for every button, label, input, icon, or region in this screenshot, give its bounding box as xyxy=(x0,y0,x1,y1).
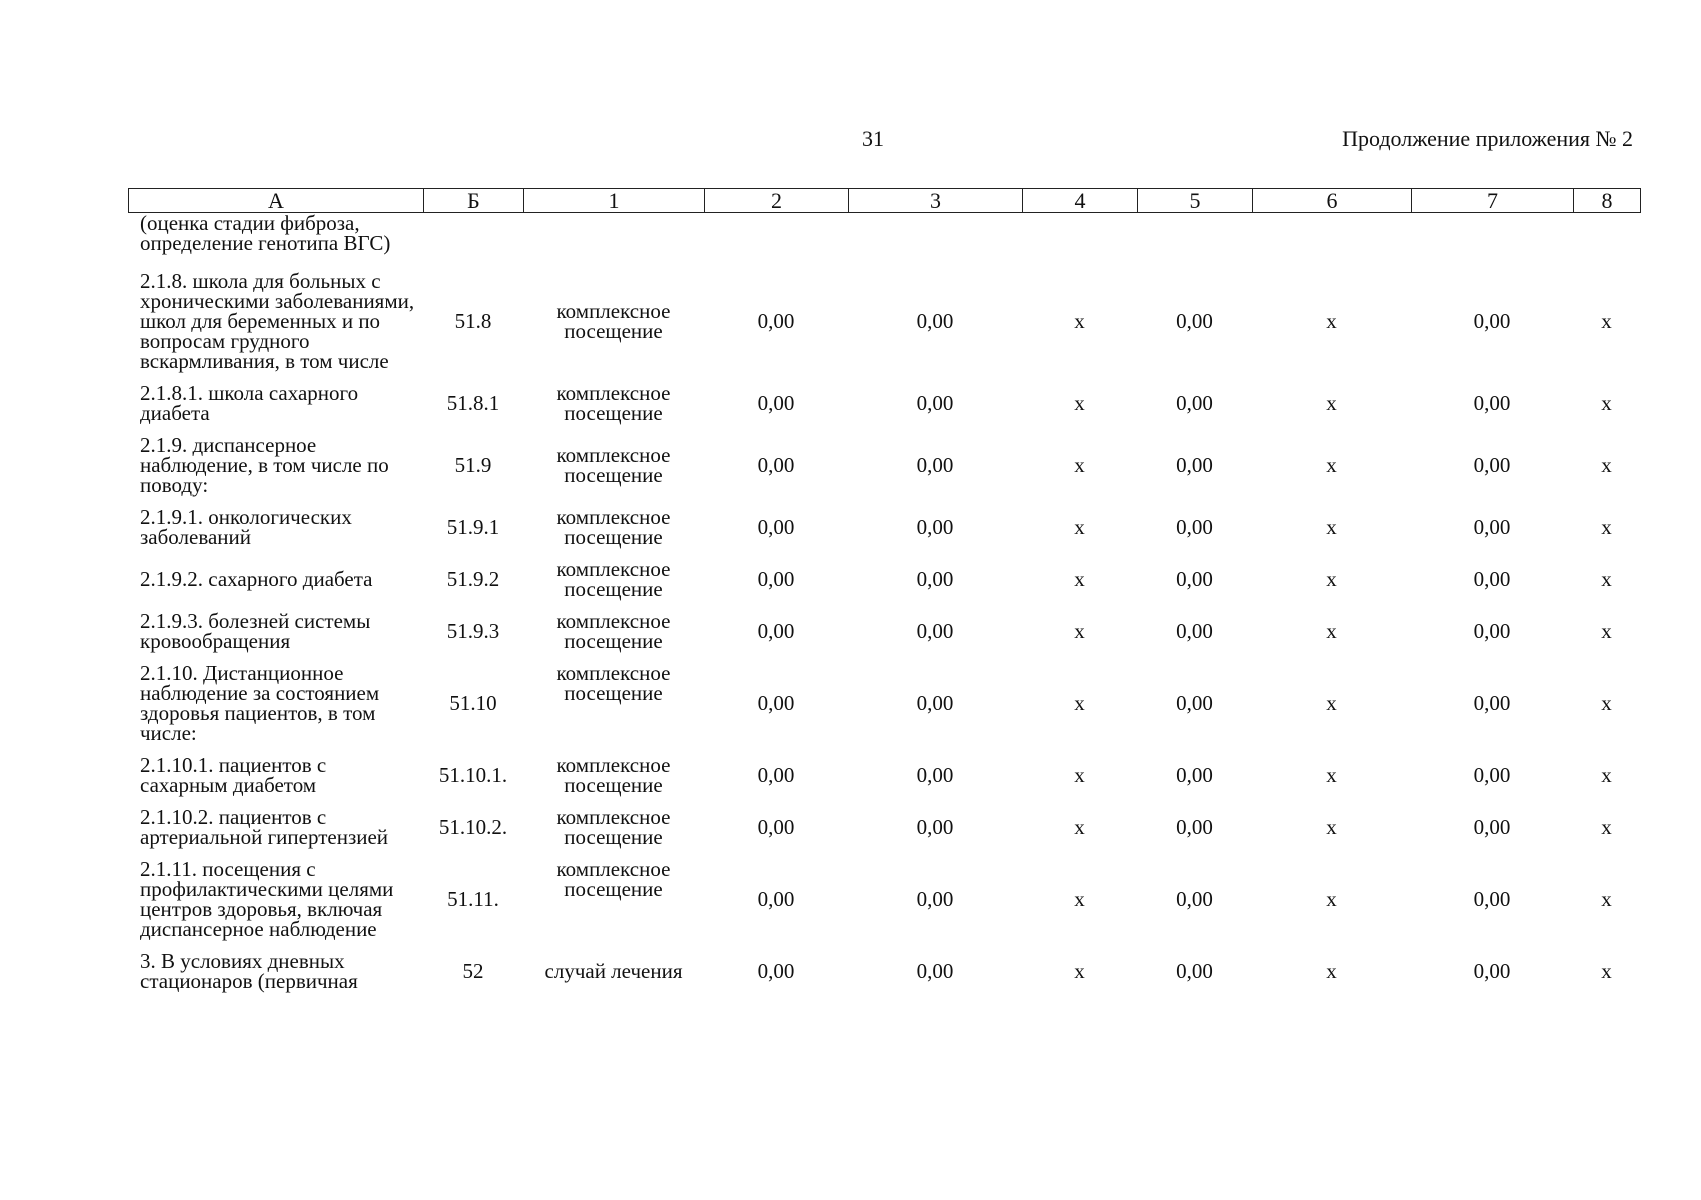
value-col-6: х xyxy=(1326,391,1337,415)
value-col-7: 0,00 xyxy=(1473,763,1511,787)
table-row xyxy=(128,747,1640,799)
table-row xyxy=(128,263,1640,375)
value-col-4: х xyxy=(1074,515,1085,539)
value-col-8: х xyxy=(1601,453,1612,477)
row-unit: комплексное посещение xyxy=(556,557,671,601)
page-number: 31 xyxy=(862,126,884,151)
value-col-8: х xyxy=(1601,691,1612,715)
value-col-8: х xyxy=(1601,515,1612,539)
value-col-7: 0,00 xyxy=(1473,515,1511,539)
value-col-3: 0,00 xyxy=(916,453,954,477)
value-col-6 xyxy=(1252,213,1411,263)
value-col-7: 0,00 xyxy=(1473,887,1511,911)
value-col-7: 0,00 xyxy=(1473,619,1511,643)
value-col-4: х xyxy=(1074,619,1085,643)
column-header-row xyxy=(128,188,1641,213)
value-col-7: 0,00 xyxy=(1473,309,1511,333)
value-col-4 xyxy=(1022,213,1137,263)
value-col-8: х xyxy=(1601,815,1612,839)
value-col-3: 0,00 xyxy=(916,567,954,591)
row-label: 2.1.10.2. пациентов с артериальной гипертензией xyxy=(140,805,389,849)
row-unit: комплексное посещение xyxy=(556,753,671,797)
value-col-2: 0,00 xyxy=(757,453,795,477)
row-code: 51.11. xyxy=(447,887,499,911)
row-unit: комплексное посещение xyxy=(556,857,671,901)
row-label: 2.1.8. школа для больных с хроническими заболеваниями, школ для беременных и по вопросам грудного вскармливания, в том числе xyxy=(140,269,415,373)
value-col-6: х xyxy=(1326,309,1337,333)
value-col-2: 0,00 xyxy=(757,763,795,787)
row-code: 51.10 xyxy=(449,691,497,715)
value-col-3: 0,00 xyxy=(916,959,954,983)
value-col-2: 0,00 xyxy=(757,391,795,415)
row-label: 2.1.8.1. школа сахарного диабета xyxy=(140,381,359,425)
value-col-7: 0,00 xyxy=(1473,691,1511,715)
table-row xyxy=(128,851,1640,943)
value-col-5: 0,00 xyxy=(1176,763,1213,787)
value-col-2: 0,00 xyxy=(757,567,795,591)
value-col-5: 0,00 xyxy=(1176,887,1213,911)
row-label: 2.1.11. посещения с профилактическими целями центров здоровья, включая диспансерное наблюдение xyxy=(140,857,394,941)
value-col-4: х xyxy=(1074,763,1085,787)
row-code: 51.8 xyxy=(454,309,492,333)
column-header-7: 7 xyxy=(1412,189,1574,213)
value-col-7: 0,00 xyxy=(1473,815,1511,839)
value-col-3: 0,00 xyxy=(916,619,954,643)
value-col-5: 0,00 xyxy=(1176,619,1213,643)
value-col-5: 0,00 xyxy=(1176,453,1213,477)
value-col-7 xyxy=(1411,213,1573,263)
value-col-8: х xyxy=(1601,309,1612,333)
value-col-5 xyxy=(1137,213,1252,263)
column-header-2: 2 xyxy=(705,189,849,213)
value-col-8: х xyxy=(1601,619,1612,643)
row-unit: комплексное посещение xyxy=(556,443,671,487)
column-header-8: 8 xyxy=(1574,189,1641,213)
row-code: 51.10.2. xyxy=(438,815,508,839)
value-col-3 xyxy=(848,213,1022,263)
value-col-6: х xyxy=(1326,763,1337,787)
row-code: 51.8.1 xyxy=(446,391,500,415)
value-col-5: 0,00 xyxy=(1176,515,1213,539)
column-header-1: 1 xyxy=(524,189,705,213)
column-header-4: 4 xyxy=(1023,189,1138,213)
value-col-6: х xyxy=(1326,887,1337,911)
row-label: 2.1.10.1. пациентов с сахарным диабетом xyxy=(140,753,327,797)
row-code: 51.9.3 xyxy=(446,619,500,643)
value-col-2: 0,00 xyxy=(757,515,795,539)
value-col-5: 0,00 xyxy=(1176,959,1213,983)
value-col-6: х xyxy=(1326,691,1337,715)
row-code: 51.9.2 xyxy=(446,567,500,591)
table-row xyxy=(128,943,1640,995)
value-col-6: х xyxy=(1326,515,1337,539)
value-col-2 xyxy=(704,213,848,263)
value-col-3: 0,00 xyxy=(916,515,954,539)
row-label: 2.1.9.1. онкологических заболеваний xyxy=(140,505,352,549)
value-col-5: 0,00 xyxy=(1176,309,1213,333)
value-col-2: 0,00 xyxy=(757,815,795,839)
table-row xyxy=(128,655,1640,747)
row-label: 2.1.9.3. болезней системы кровообращения xyxy=(140,609,371,653)
row-unit xyxy=(523,213,704,263)
value-col-6: х xyxy=(1326,619,1337,643)
table-body xyxy=(128,213,1640,995)
table-row xyxy=(128,375,1640,427)
value-col-2: 0,00 xyxy=(757,619,795,643)
row-code: 51.9.1 xyxy=(446,515,500,539)
column-header-b: Б xyxy=(424,189,524,213)
column-header-3: 3 xyxy=(849,189,1023,213)
column-header-5: 5 xyxy=(1138,189,1253,213)
value-col-7: 0,00 xyxy=(1473,959,1511,983)
value-col-3: 0,00 xyxy=(916,815,954,839)
row-label: (оценка стадии фиброза, определение генотипа ВГС) xyxy=(140,211,391,255)
table-row xyxy=(128,799,1640,851)
value-col-3: 0,00 xyxy=(916,887,954,911)
row-unit: комплексное посещение xyxy=(556,299,671,343)
value-col-4: х xyxy=(1074,567,1085,591)
value-col-3: 0,00 xyxy=(916,691,954,715)
value-col-2: 0,00 xyxy=(757,887,795,911)
value-col-6: х xyxy=(1326,959,1337,983)
value-col-4: х xyxy=(1074,391,1085,415)
table-row xyxy=(128,213,1640,263)
value-col-4: х xyxy=(1074,959,1085,983)
value-col-4: х xyxy=(1074,691,1085,715)
value-col-4: х xyxy=(1074,453,1085,477)
value-col-7: 0,00 xyxy=(1473,391,1511,415)
value-col-7: 0,00 xyxy=(1473,453,1511,477)
value-col-8: х xyxy=(1601,887,1612,911)
row-label: 3. В условиях дневных стационаров (первичная xyxy=(140,949,358,993)
table-row xyxy=(128,427,1640,499)
table-row xyxy=(128,603,1640,655)
value-col-2: 0,00 xyxy=(757,691,795,715)
value-col-5: 0,00 xyxy=(1176,691,1213,715)
value-col-8 xyxy=(1573,213,1640,263)
value-col-8: х xyxy=(1601,567,1612,591)
value-col-3: 0,00 xyxy=(916,309,954,333)
row-unit: комплексное посещение xyxy=(556,661,671,705)
row-label: 2.1.9.2. сахарного диабета xyxy=(140,567,373,591)
column-header-a: А xyxy=(129,189,424,213)
value-col-6: х xyxy=(1326,815,1337,839)
row-code xyxy=(423,213,523,263)
value-col-7: 0,00 xyxy=(1473,567,1511,591)
row-code: 51.9 xyxy=(454,453,492,477)
value-col-5: 0,00 xyxy=(1176,391,1213,415)
row-unit: комплексное посещение xyxy=(556,609,671,653)
value-col-2: 0,00 xyxy=(757,959,795,983)
value-col-4: х xyxy=(1074,309,1085,333)
column-header-6: 6 xyxy=(1253,189,1412,213)
row-code: 52 xyxy=(462,959,484,983)
table-row xyxy=(128,499,1640,551)
row-unit: комплексное посещение xyxy=(556,805,671,849)
value-col-4: х xyxy=(1074,887,1085,911)
row-label: 2.1.9. диспансерное наблюдение, в том числе по поводу: xyxy=(140,433,389,497)
value-col-8: х xyxy=(1601,391,1612,415)
value-col-4: х xyxy=(1074,815,1085,839)
value-col-5: 0,00 xyxy=(1176,815,1213,839)
row-label: 2.1.10. Дистанционное наблюдение за состоянием здоровья пациентов, в том числе: xyxy=(140,661,380,745)
appendix-note: Продолжение приложения № 2 xyxy=(1342,126,1633,151)
table-row xyxy=(128,551,1640,603)
value-col-3: 0,00 xyxy=(916,391,954,415)
value-col-6: х xyxy=(1326,567,1337,591)
row-unit: комплексное посещение xyxy=(556,505,671,549)
value-col-6: х xyxy=(1326,453,1337,477)
value-col-3: 0,00 xyxy=(916,763,954,787)
value-col-2: 0,00 xyxy=(757,309,795,333)
value-col-5: 0,00 xyxy=(1176,567,1213,591)
value-col-8: х xyxy=(1601,959,1612,983)
row-unit: случай лечения xyxy=(544,959,683,983)
value-col-8: х xyxy=(1601,763,1612,787)
row-code: 51.10.1. xyxy=(438,763,508,787)
row-unit: комплексное посещение xyxy=(556,381,671,425)
data-table xyxy=(128,213,1640,995)
